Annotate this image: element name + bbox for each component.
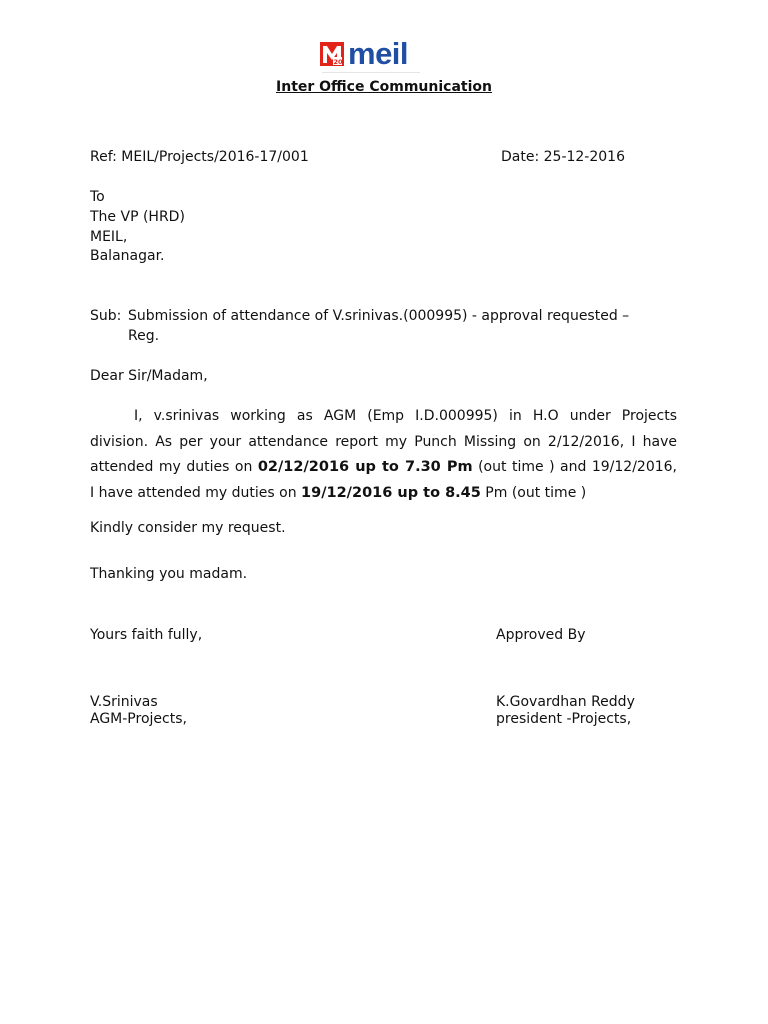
paragraph-text: Pm (out time ) [480,484,587,501]
address-line-recipient: The VP (HRD) [90,209,185,225]
approved-by-label: Approved By [496,627,586,643]
paragraph-line [90,481,677,507]
subject-prefix: Sub: [90,308,122,324]
request-line: Kindly consider my request. [90,520,286,536]
address-to: To [90,189,105,205]
subject-line-continued: Reg. [128,328,160,344]
paragraph-line: division. As per your attendance report my Punch Missing on 2/12/2016, I have [90,433,677,450]
approver-name: K.Govardhan Reddy [496,694,635,710]
thanks-line: Thanking you madam. [90,566,248,582]
paragraph-emphasis: 02/12/2016 up to 7.30 Pm [257,459,473,475]
letter-date: Date: 25-12-2016 [501,149,625,165]
paragraph-line [90,455,677,481]
paragraph-line: I, v.srinivas working as AGM (Emp I.D.000995) in H.O under Projects [134,408,677,424]
approver-role: president -Projects, [496,711,632,727]
salutation: Dear Sir/Madam, [90,368,208,384]
company-logo [320,38,408,70]
subject-line: Submission of attendance of V.srinivas.(000995) - approval requested – [128,308,630,324]
svg-text:20: 20 [333,58,343,66]
signer-name: V.Srinivas [90,694,158,710]
body-paragraph [90,404,677,506]
paragraph-text: I have attended my duties on [90,484,302,501]
logo-divider [322,72,420,73]
page-title: Inter Office Communication [276,79,492,95]
paragraph-text: (out time ) and 19/12/2016, [472,459,678,475]
address-line-location: Balanagar. [90,248,165,264]
address-line-company: MEIL, [90,229,128,245]
paragraph-emphasis: 19/12/2016 up to 8.45 [301,484,481,501]
closing-line: Yours faith fully, [90,627,203,643]
paragraph-text: attended my duties on [90,459,258,475]
logo-wordmark: meil [348,36,409,71]
signer-role: AGM-Projects, [90,711,187,727]
reference-number: Ref: MEIL/Projects/2016-17/001 [90,149,309,165]
meil-logo-mark-icon [320,40,346,68]
